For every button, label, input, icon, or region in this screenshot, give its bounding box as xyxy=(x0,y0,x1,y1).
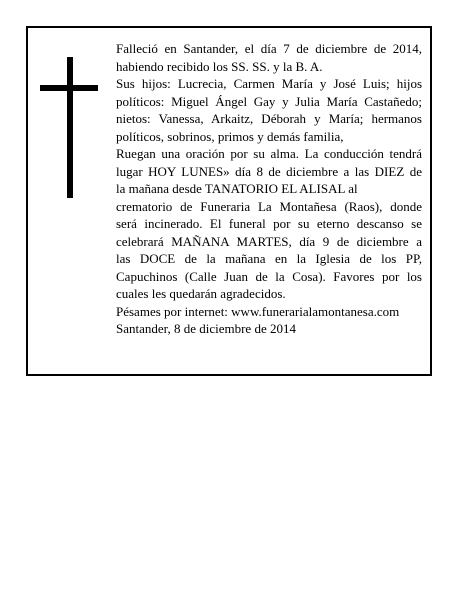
notice-line: las DOCE de la mañana en la Iglesia de los PP, xyxy=(116,251,422,266)
notice-line: nietos: Vanessa, Arkaitz, Déborah y María; hermanos xyxy=(116,111,422,126)
notice-line: crematorio de Funeraria La Montañesa (Raos), donde xyxy=(116,198,422,214)
notice-line: Ruegan una oración por su alma. La conducción tendrá xyxy=(116,146,422,161)
notice-line: habiendo recibido los SS. SS. y la B. A. xyxy=(116,58,323,74)
notice-text xyxy=(116,40,422,338)
notice-line: políticos, sobrinos, primos y demás familia, xyxy=(116,128,344,144)
cross-icon-crossbar xyxy=(40,85,98,91)
notice-line: lugar HOY LUNES» día 8 de diciembre a las DIEZ de xyxy=(116,163,422,179)
cross-icon xyxy=(67,57,73,198)
notice-line: Falleció en Santander, el día 7 de diciembre de 2014, xyxy=(116,41,422,56)
notice-line: políticos: Miguel Ángel Gay y Julia María Castañedo; xyxy=(116,93,422,109)
notice-line: Santander, 8 de diciembre de 2014 xyxy=(116,321,296,336)
obituary-notice xyxy=(26,26,432,376)
notice-line: celebrará MAÑANA MARTES, día 9 de diciembre a xyxy=(116,233,422,249)
notice-line: la mañana desde TANATORIO EL ALISAL al xyxy=(116,181,358,196)
notice-line: Pésames por internet: www.funerarialamontanesa.com xyxy=(116,303,400,319)
notice-line: cuales les quedarán agradecidos. xyxy=(116,286,286,301)
notice-line: será incinerado. El funeral por su eterno descanso se xyxy=(116,216,422,231)
notice-line: Sus hijos: Lucrecia, Carmen María y José Luis; hijos xyxy=(116,76,422,91)
notice-line: Capuchinos (Calle Juan de la Cosa). Favores por los xyxy=(116,268,422,284)
